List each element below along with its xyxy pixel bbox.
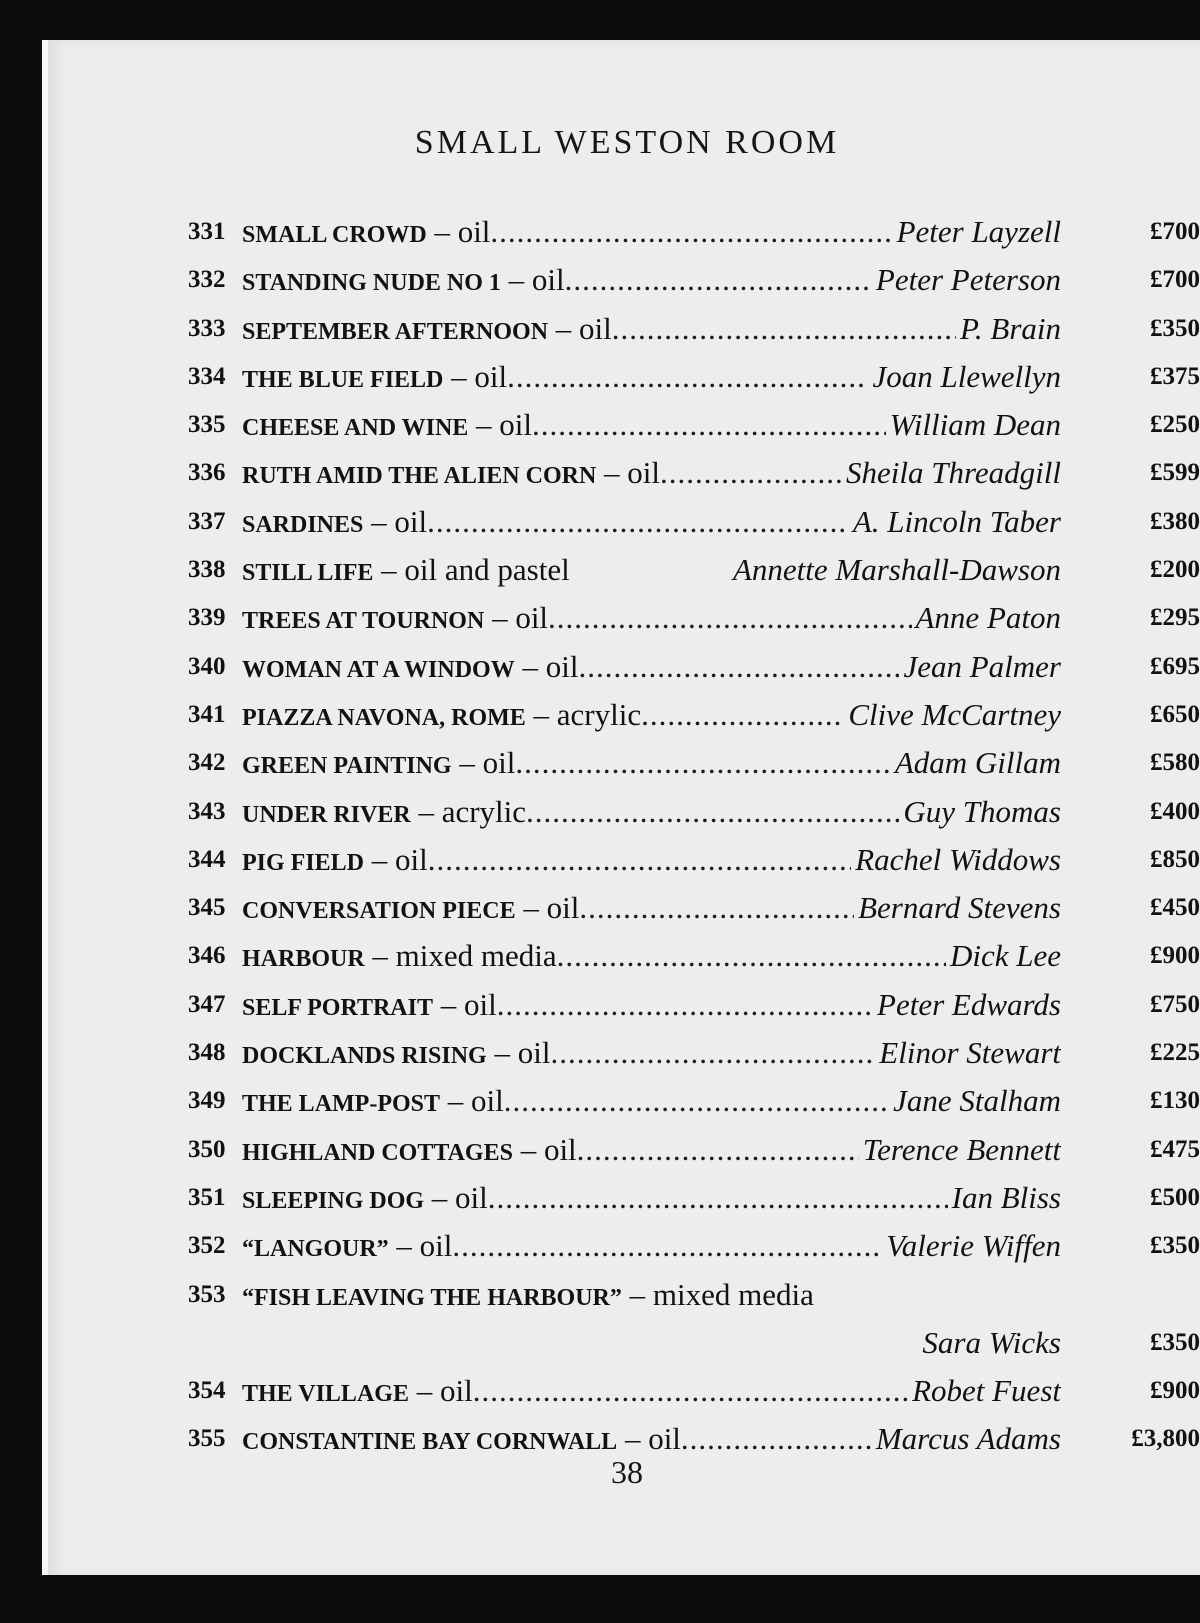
entry-number: 331 <box>188 218 226 245</box>
entry-artist: Valerie Wiffen <box>886 1228 1061 1264</box>
page-number: 38 <box>611 1454 643 1490</box>
entry-number: 348 <box>188 1039 226 1067</box>
entry-medium: mixed media <box>395 938 557 974</box>
entry-title: STANDING NUDE NO 1 <box>242 270 501 297</box>
entry-title: THE BLUE FIELD <box>242 366 444 393</box>
entry-price: £750 <box>1150 990 1200 1018</box>
entry-artist: Sara Wicks <box>922 1324 1061 1360</box>
entry-number: 352 <box>188 1232 226 1260</box>
entry-medium: oil <box>394 503 428 539</box>
entry-artist: Joan Llewellyn <box>872 358 1061 394</box>
entry-title: SELF PORTRAIT <box>242 994 433 1021</box>
catalogue-list <box>188 210 1200 1466</box>
entry-number: 349 <box>188 1087 226 1115</box>
dot-leader <box>427 504 849 540</box>
entry-price: £900 <box>1150 942 1200 970</box>
entry-title: THE LAMP-POST <box>242 1091 441 1118</box>
entry-medium: mixed media <box>652 1276 814 1312</box>
entry-price: £375 <box>1150 362 1200 390</box>
catalogue-page <box>42 40 1200 1575</box>
entry-title: STILL LIFE <box>242 560 374 587</box>
entry-number: 344 <box>188 845 226 873</box>
entry-349: 349 THE LAMP-POST – oil ..... Jane Stalham £130 <box>188 1079 1200 1127</box>
dot-leader <box>550 1035 875 1071</box>
entry-price: £380 <box>1150 507 1200 535</box>
entry-artist: Anne Paton <box>915 600 1061 636</box>
dot-leader <box>428 842 851 878</box>
entry-number: 353 <box>188 1280 226 1308</box>
entry-medium: oil <box>546 890 580 926</box>
entry-price: £475 <box>1150 1135 1200 1163</box>
dot-leader <box>473 1373 908 1409</box>
entry-medium: oil <box>482 745 516 781</box>
entry-title: SMALL CROWD <box>242 222 427 248</box>
entry-title: “FISH LEAVING THE HARBOUR” <box>242 1284 622 1311</box>
entry-title: RUTH AMID THE ALIEN CORN <box>242 463 597 490</box>
entry-price: £850 <box>1150 845 1200 873</box>
entry-title: TREES AT TOURNON <box>242 608 485 635</box>
entry-341: 341 PIAZZA NAVONA, ROME – acrylic ..... Clive McCartney £650 <box>188 693 1200 741</box>
entry-price: £350 <box>1150 1328 1200 1356</box>
entry-number: 333 <box>188 314 226 342</box>
dot-leader <box>515 745 891 781</box>
entry-title: UNDER RIVER <box>242 801 411 828</box>
entry-342: 342 GREEN PAINTING – oil ..... Adam Gillam £580 <box>188 741 1200 789</box>
entry-price: £650 <box>1150 700 1200 728</box>
entry-medium: oil <box>545 648 579 684</box>
entry-medium: oil <box>463 986 497 1022</box>
entry-artist: A. Lincoln Taber <box>852 503 1061 539</box>
entry-339: 339 TREES AT TOURNON – oil ..... Anne Paton £295 <box>188 596 1200 644</box>
entry-number: 347 <box>188 990 226 1018</box>
entry-number: 340 <box>188 652 226 680</box>
entry-338: 338 STILL LIFE – oil and pastel Annette Marshall-Dawson £200 <box>188 552 1200 588</box>
entry-number: 336 <box>188 459 226 487</box>
entry-price: £700 <box>1150 266 1200 294</box>
entry-price: £295 <box>1150 604 1200 632</box>
entry-price: £200 <box>1150 556 1200 584</box>
dot-leader <box>577 1132 859 1168</box>
entry-title: DOCKLANDS RISING <box>242 1043 487 1070</box>
dot-leader <box>579 890 854 926</box>
entry-340: 340 WOMAN AT A WINDOW – oil ..... Jean Palmer £695 <box>188 645 1200 693</box>
entry-number: 339 <box>188 604 226 632</box>
entry-title: SLEEPING DOG <box>242 1187 425 1214</box>
entry-medium: oil <box>395 841 428 877</box>
entry-medium: oil and pastel <box>404 552 570 588</box>
entry-346: 346 HARBOUR – mixed media ..... Dick Lee £900 <box>188 934 1200 982</box>
entry-350: 350 HIGHLAND COTTAGES – oil ..... Terence Bennett £475 <box>188 1128 1200 1176</box>
entry-artist: Robet Fuest <box>912 1373 1061 1409</box>
entry-352: 352 “LANGOUR” – oil ..... Valerie Wiffen £350 <box>188 1224 1200 1272</box>
entry-price: £695 <box>1150 652 1200 680</box>
entry-331: 331 SMALL CROWD – oil ..... Peter Layzell £700 <box>188 210 1200 258</box>
entry-artist: William Dean <box>889 407 1061 443</box>
entry-medium: oil <box>648 1421 681 1457</box>
entry-artist: Clive McCartney <box>848 696 1061 732</box>
entry-354: 354 THE VILLAGE – oil ..... Robet Fuest £900 <box>188 1369 1200 1417</box>
entry-345: 345 CONVERSATION PIECE – oil ..... Bernard Stevens £450 <box>188 886 1200 934</box>
entry-355: 355 CONSTANTINE BAY CORNWALL – oil ..... Marcus Adams £3,800 <box>188 1417 1200 1465</box>
dot-leader <box>660 455 842 491</box>
entry-medium: oil <box>627 455 661 491</box>
entry-title: PIG FIELD <box>242 849 365 876</box>
dot-leader <box>641 697 844 733</box>
entry-price: £700 <box>1150 218 1200 245</box>
entry-number: 342 <box>188 749 226 777</box>
dot-leader <box>504 1083 889 1119</box>
entry-344: 344 PIG FIELD – oil ..... Rachel Widdows £850 <box>188 838 1200 886</box>
entry-artist: Ian Bliss <box>951 1179 1061 1215</box>
entry-medium: oil <box>419 1228 453 1264</box>
entry-artist: Annette Marshall-Dawson <box>732 552 1061 588</box>
entry-price: £400 <box>1150 797 1200 825</box>
entry-353: 353 “FISH LEAVING THE HARBOUR” – mixed media <box>188 1276 814 1312</box>
entry-332: 332 STANDING NUDE NO 1 – oil ..... Peter Peterson £700 <box>188 258 1200 306</box>
entry-348: 348 DOCKLANDS RISING – oil ..... Elinor Stewart £225 <box>188 1031 1200 1079</box>
entry-343: 343 UNDER RIVER – acrylic ..... Guy Thomas £400 <box>188 790 1200 838</box>
entry-title: PIAZZA NAVONA, ROME <box>242 704 526 731</box>
entry-335: 335 CHEESE AND WINE – oil ..... William Dean £250 <box>188 403 1200 451</box>
entry-number: 345 <box>188 894 226 922</box>
entry-price: £500 <box>1150 1183 1200 1211</box>
entry-artist: Elinor Stewart <box>879 1035 1061 1071</box>
entry-artist: Jean Palmer <box>903 648 1061 684</box>
dot-leader <box>612 311 956 347</box>
entry-title: CONVERSATION PIECE <box>242 898 516 925</box>
dot-leader <box>488 1180 948 1216</box>
entry-number: 346 <box>188 942 226 970</box>
entry-artist: Adam Gillam <box>894 745 1061 781</box>
entry-medium: acrylic <box>556 696 642 732</box>
entry-price: £350 <box>1150 314 1200 342</box>
entry-medium: oil <box>457 214 491 249</box>
entry-artist: Terence Bennett <box>862 1131 1061 1167</box>
entry-title: THE VILLAGE <box>242 1381 409 1408</box>
entry-number: 337 <box>188 507 226 535</box>
entry-351: 351 SLEEPING DOG – oil ..... Ian Bliss £500 <box>188 1176 1200 1224</box>
dot-leader <box>497 987 873 1023</box>
entry-artist: Peter Edwards <box>877 986 1061 1022</box>
entry-price: £130 <box>1150 1087 1200 1115</box>
dot-leader <box>557 938 946 974</box>
entry-title: “LANGOUR” <box>242 1236 389 1263</box>
dot-leader <box>532 407 886 443</box>
entry-title: WOMAN AT A WINDOW <box>242 656 515 683</box>
entry-title: HARBOUR <box>242 946 365 973</box>
entry-price: £580 <box>1150 749 1200 777</box>
entry-price: £900 <box>1150 1377 1200 1405</box>
entry-price: £350 <box>1150 1232 1200 1260</box>
entry-price: £599 <box>1150 459 1200 487</box>
dot-leader <box>452 1228 882 1264</box>
entry-medium: oil <box>531 262 565 298</box>
entry-title: CHEESE AND WINE <box>242 415 469 442</box>
entry-number: 334 <box>188 362 226 390</box>
entry-number: 354 <box>188 1377 226 1405</box>
entry-number: 338 <box>188 556 226 584</box>
entry-347: 347 SELF PORTRAIT – oil ..... Peter Edwards £750 <box>188 983 1200 1031</box>
entry-number: 335 <box>188 411 226 439</box>
entry-334: 334 THE BLUE FIELD – oil ..... Joan Llewellyn £375 <box>188 355 1200 403</box>
entry-medium: oil <box>579 310 612 346</box>
entry-artist: Peter Peterson <box>875 262 1061 298</box>
dot-leader <box>507 359 868 395</box>
entry-medium: oil <box>439 1373 473 1409</box>
entry-price: £250 <box>1150 411 1200 439</box>
entry-353-continuation <box>188 1321 1200 1369</box>
entry-number: 351 <box>188 1183 226 1211</box>
entry-title: SARDINES <box>242 511 364 538</box>
entry-artist: Marcus Adams <box>875 1421 1061 1457</box>
entry-artist: Bernard Stevens <box>858 890 1061 926</box>
entry-title: CONSTANTINE BAY CORNWALL <box>242 1429 618 1456</box>
entry-medium: acrylic <box>441 793 527 829</box>
entry-medium: oil <box>455 1179 488 1215</box>
entry-medium: oil <box>474 358 508 394</box>
entry-artist: Rachel Widdows <box>855 841 1061 877</box>
entry-medium: oil <box>543 1131 577 1167</box>
entry-price: £3,800 <box>1131 1425 1200 1453</box>
entry-number: 355 <box>188 1425 226 1453</box>
dot-leader <box>565 262 872 298</box>
entry-title: SEPTEMBER AFTERNOON <box>242 318 549 345</box>
entry-336: 336 RUTH AMID THE ALIEN CORN – oil ..... Sheila Threadgill £599 <box>188 451 1200 499</box>
entry-medium: oil <box>517 1035 551 1071</box>
entry-artist: Dick Lee <box>949 938 1061 974</box>
entry-number: 343 <box>188 797 226 825</box>
entry-medium: oil <box>515 600 549 636</box>
entry-artist: Jane Stalham <box>893 1083 1061 1119</box>
dot-leader <box>490 214 892 250</box>
entry-number: 350 <box>188 1135 226 1163</box>
page-heading: SMALL WESTON ROOM <box>414 124 840 161</box>
entry-medium: oil <box>471 1083 504 1119</box>
entry-number: 332 <box>188 266 226 294</box>
entry-medium: oil <box>499 407 533 443</box>
entry-artist: Guy Thomas <box>903 793 1061 829</box>
entry-price: £450 <box>1150 894 1200 922</box>
entry-337: 337 SARDINES – oil ..... A. Lincoln Taber £380 <box>188 500 1200 548</box>
dot-leader <box>548 600 911 636</box>
entry-artist: Peter Layzell <box>896 214 1061 249</box>
dot-leader <box>526 794 899 830</box>
dot-leader <box>578 649 899 685</box>
entry-artist: P. Brain <box>959 310 1061 346</box>
entry-title: GREEN PAINTING <box>242 753 452 780</box>
entry-artist: Sheila Threadgill <box>846 455 1061 491</box>
entry-price: £225 <box>1150 1039 1200 1067</box>
entry-333: 333 SEPTEMBER AFTERNOON – oil ..... P. Brain £350 <box>188 307 1200 355</box>
dot-leader <box>681 1421 872 1457</box>
entry-title: HIGHLAND COTTAGES <box>242 1139 513 1166</box>
entry-number: 341 <box>188 700 226 728</box>
